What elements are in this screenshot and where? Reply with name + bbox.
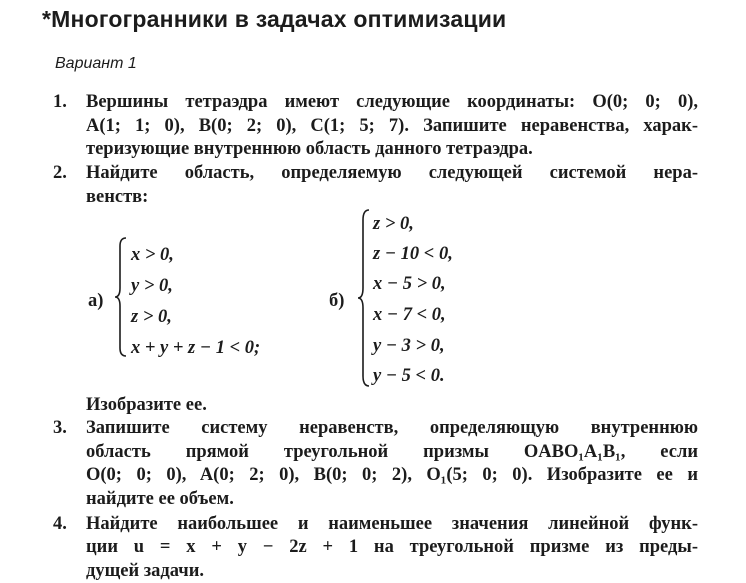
task-2-number: 2.: [53, 163, 67, 183]
task-2-line-2: венств:: [86, 187, 149, 207]
system-b-ineq-6: y − 5 < 0.: [373, 366, 445, 386]
system-b-ineq-5: y − 3 > 0,: [373, 336, 445, 356]
system-a-ineq-4: x + y + z − 1 < 0;: [131, 338, 261, 358]
task-1-number: 1.: [53, 92, 67, 112]
system-b-brace: [357, 208, 371, 388]
system-a-ineq-1: x > 0,: [131, 245, 174, 265]
task-3-line-2: область прямой треугольной призмы OABO₁A₁B₁, если: [86, 442, 698, 462]
task-4-line-1: Найдите наибольшее и наименьшее значения линейной функ-: [86, 514, 698, 534]
task-3-line-4: найдите ее объем.: [86, 489, 234, 509]
task-1-line-1: Вершины тетраэдра имеют следующие координаты: O(0; 0; 0),: [86, 92, 698, 112]
task-3-number: 3.: [53, 418, 67, 438]
system-b-ineq-3: x − 5 > 0,: [373, 274, 446, 294]
system-a-ineq-2: y > 0,: [131, 276, 173, 296]
system-b-ineq-1: z > 0,: [373, 214, 414, 234]
task-3-line-1: Запишите систему неравенств, определяющую внутреннюю: [86, 418, 698, 438]
task-4-line-3: дущей задачи.: [86, 561, 204, 581]
system-a-brace: [114, 236, 128, 358]
task-2-after: Изобразите ее.: [86, 395, 207, 415]
task-4-line-2: ции u = x + y − 2z + 1 на треугольной призме из преды-: [86, 537, 698, 557]
task-2-line-1: Найдите область, определяемую следующей системой нера-: [86, 163, 698, 183]
task-3-line-3: O(0; 0; 0), A(0; 2; 0), B(0; 0; 2), O₁(5; 0; 0). Изобразите ее и: [86, 465, 698, 485]
system-b-label: б): [329, 291, 345, 311]
system-a-ineq-3: z > 0,: [131, 307, 172, 327]
task-4-number: 4.: [53, 514, 67, 534]
system-b-ineq-2: z − 10 < 0,: [373, 244, 453, 264]
task-1-line-3: теризующие внутреннюю область данного тетраэдра.: [86, 139, 533, 159]
variant-label: Вариант 1: [55, 55, 137, 72]
task-1-line-2: A(1; 1; 0), B(0; 2; 0), C(1; 5; 7). Запишите неравенства, харак-: [86, 116, 698, 136]
system-b-ineq-4: x − 7 < 0,: [373, 305, 446, 325]
page-title: *Многогранники в задачах оптимизации: [42, 6, 507, 32]
system-a-label: а): [88, 291, 104, 311]
